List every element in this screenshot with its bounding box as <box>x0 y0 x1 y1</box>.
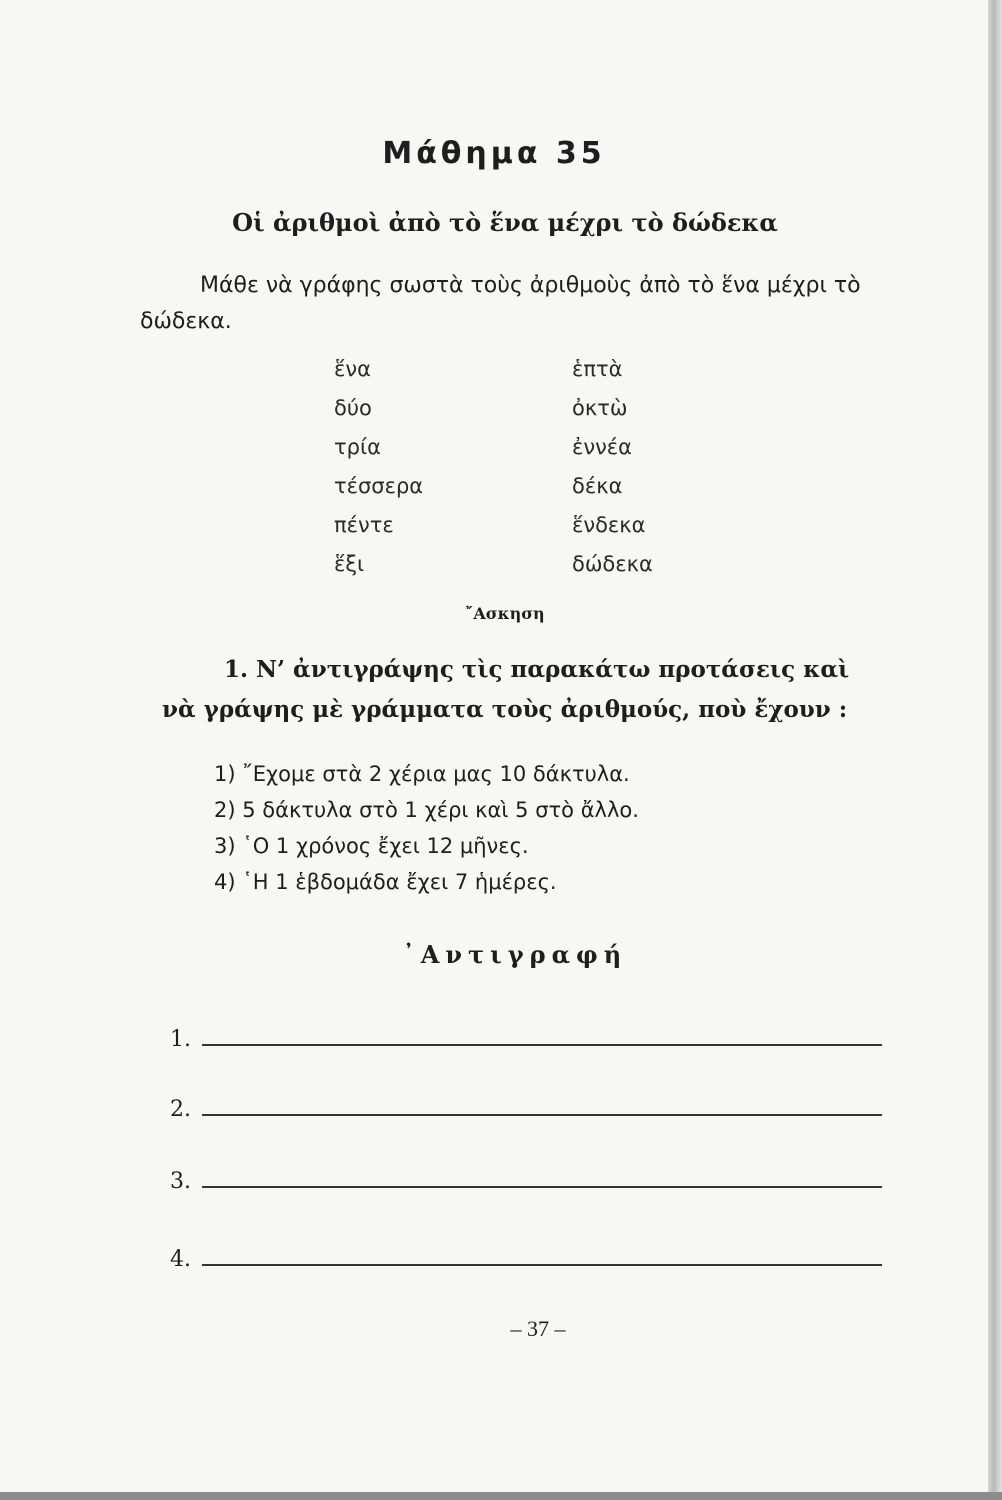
page-bottom-edge <box>0 1492 1002 1500</box>
number-word: πέντε <box>334 513 394 537</box>
number-word: ἐννέα <box>572 435 633 459</box>
copy-line-4[interactable] <box>170 1236 882 1272</box>
number-word: τέσσερα <box>334 474 424 498</box>
exercise-instruction: 1. Ν’ ἀντιγράψης τὶς παρακάτω προτάσεις καὶ νὰ γράψης μὲ γράμματα τοὺς ἀριθμούς, ποὺ ἔχουν : <box>162 656 850 723</box>
copy-line-2[interactable] <box>170 1086 882 1122</box>
numbers-right-column <box>572 350 653 584</box>
copy-heading: ᾽Αντιγραφή <box>402 940 628 969</box>
copy-line-number: 2. <box>170 1097 191 1122</box>
exercise-sentence: 2) 5 δάκτυλα στὸ 1 χέρι καὶ 5 στὸ ἄλλο. <box>214 798 639 822</box>
writing-line <box>202 1264 882 1266</box>
copy-line-1[interactable] <box>170 1016 882 1052</box>
number-word: ἕνα <box>334 357 371 381</box>
copy-line-number: 3. <box>170 1169 191 1194</box>
writing-line <box>202 1114 882 1116</box>
exercise-sentence: 3) ῾Ο 1 χρόνος ἔχει 12 μῆνες. <box>214 834 529 858</box>
copy-line-number: 1. <box>170 1027 191 1052</box>
exercise-heading: ῎Ασκηση <box>465 604 545 623</box>
copy-line-number: 4. <box>170 1247 191 1272</box>
lesson-intro: Μάθε νὰ γράφης σωστὰ τοὺς ἀριθμοὺς ἀπὸ τὸ ἕνα μέχρι τὸ δώδεκα. <box>140 273 861 334</box>
exercise-sentence: 4) ῾Η 1 ἑβδομάδα ἔχει 7 ἡμέρες. <box>214 870 557 894</box>
numbers-left-column <box>334 350 423 584</box>
number-word: ἕξι <box>334 552 365 576</box>
number-word: ὀκτὼ <box>572 396 628 420</box>
number-word: δέκα <box>572 474 623 498</box>
lesson-title: Μάθημα 35 <box>382 136 606 171</box>
copy-line-3[interactable] <box>170 1158 882 1194</box>
page-number: – 37 – <box>510 1316 566 1341</box>
exercise-sentence: 1) ῎Εχομε στὰ 2 χέρια μας 10 δάκτυλα. <box>214 762 630 786</box>
lesson-subtitle: Οἱ ἀριθμοὶ ἀπὸ τὸ ἕνα μέχρι τὸ δώδεκα <box>232 208 778 237</box>
exercise-sentences <box>214 756 639 900</box>
number-word: τρία <box>334 435 381 459</box>
writing-line <box>202 1186 882 1188</box>
writing-line <box>202 1044 882 1046</box>
number-word: ἕνδεκα <box>572 513 646 537</box>
number-word: ἑπτὰ <box>572 357 623 381</box>
page-side-edge <box>988 0 1002 1500</box>
number-word: δώδεκα <box>572 552 653 576</box>
number-word: δύο <box>334 396 372 420</box>
